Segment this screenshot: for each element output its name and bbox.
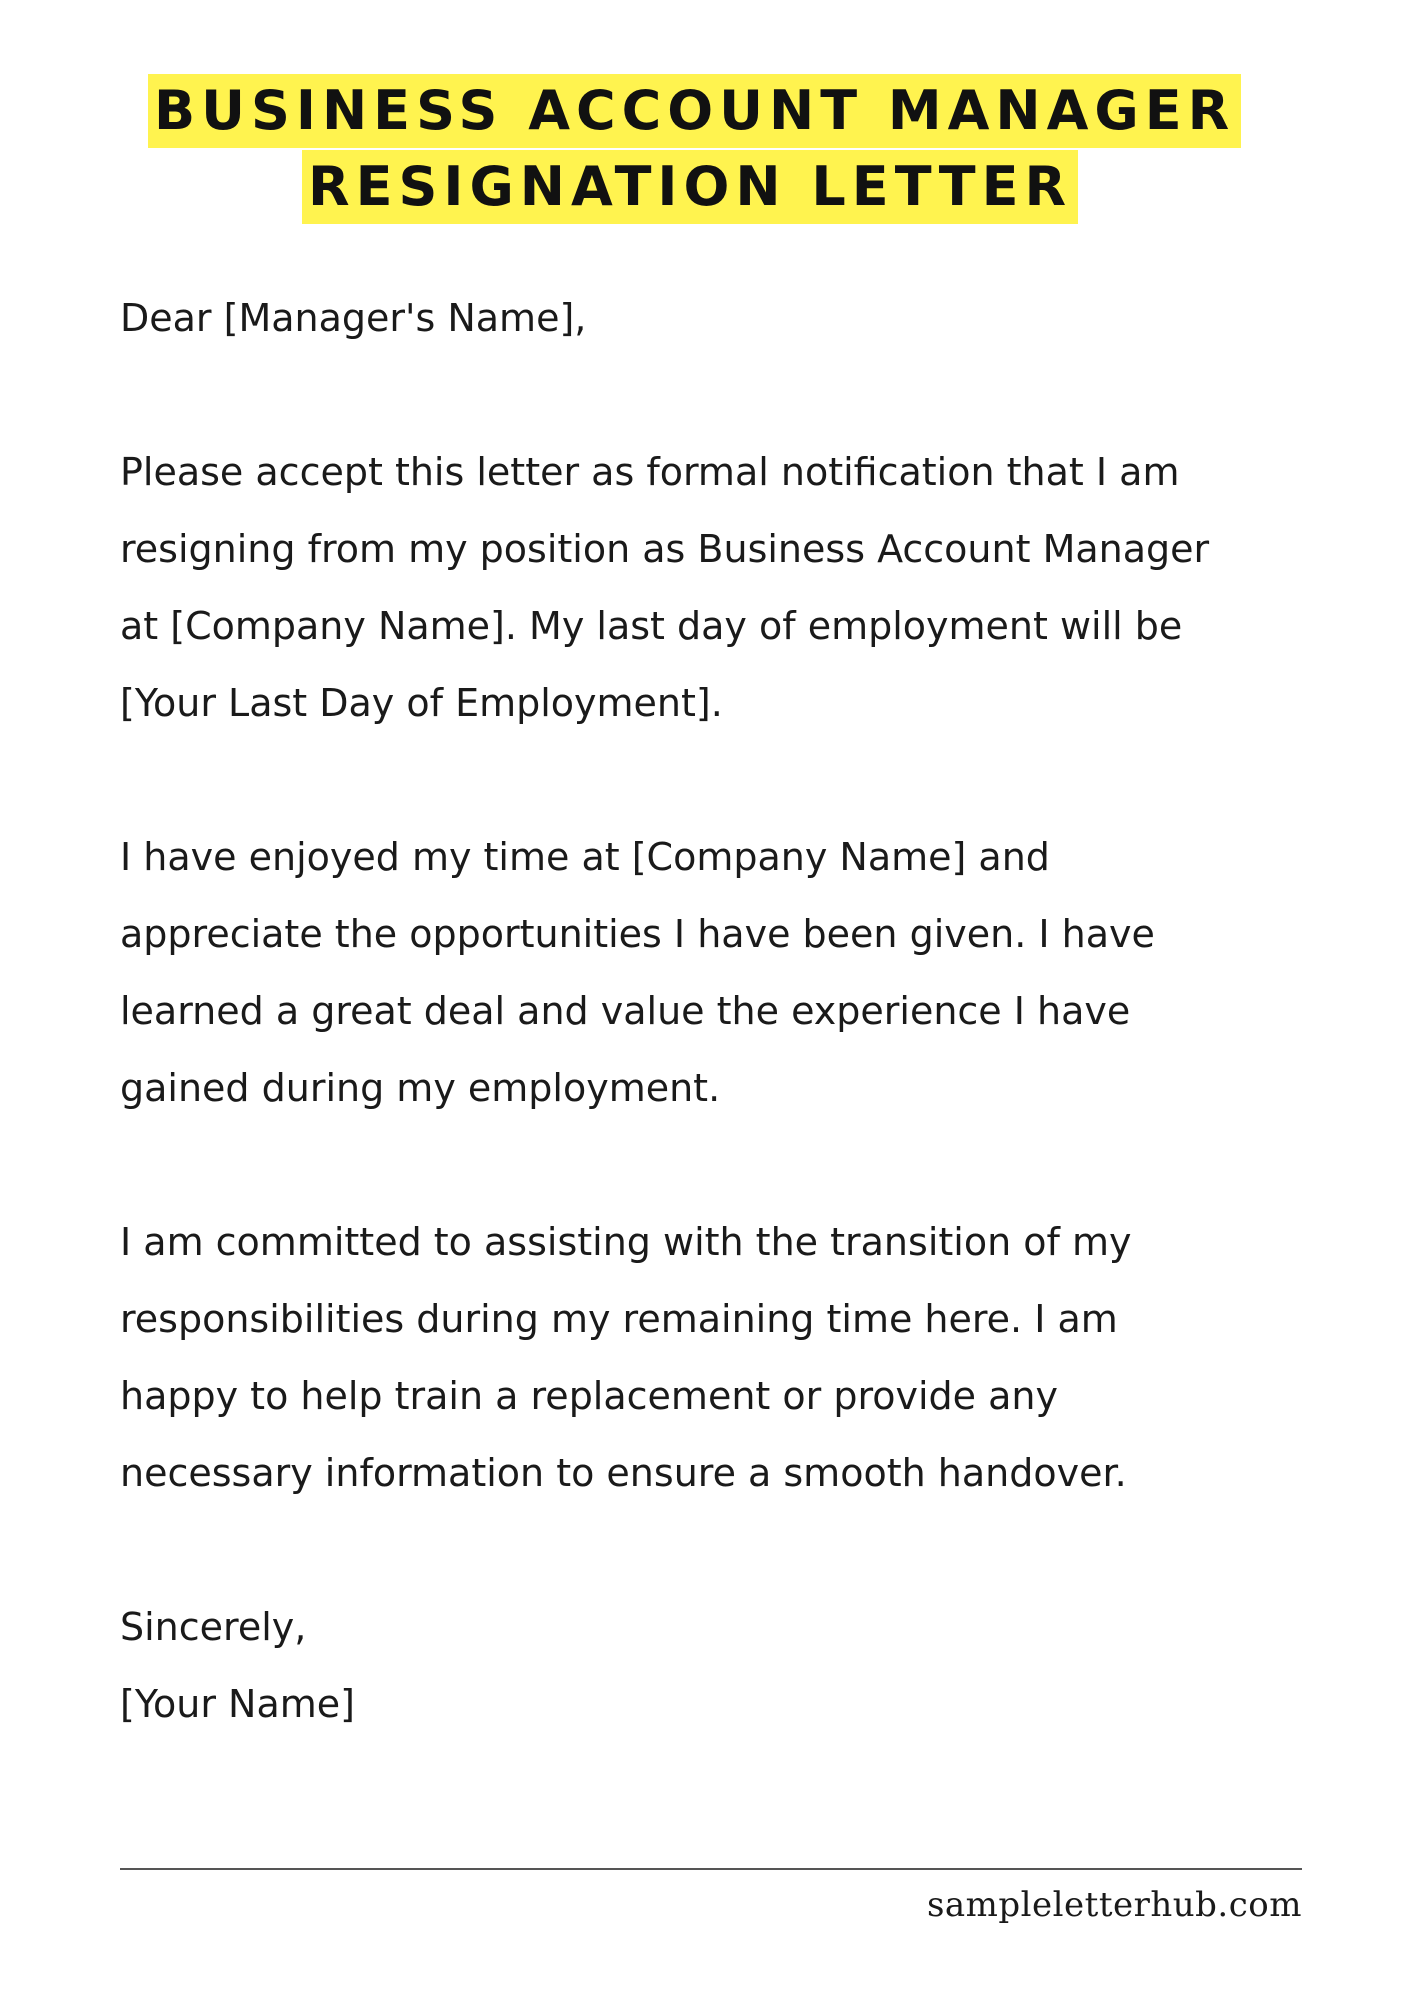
footer-divider <box>120 1868 1302 1870</box>
letter-paragraph-1: Please accept this letter as formal notification that I am resigning from my position as Business Account Manager at [Company Name]. My last day of employment will be [Your Last Day of Employment]. <box>120 450 1210 725</box>
letter-body <box>120 280 1340 1743</box>
letter-paragraph-3: I am committed to assisting with the transition of my responsibilities during my remaining time here. I am happy to help train a replacement or provide any necessary information to ensure a smooth handover. <box>120 1220 1132 1495</box>
footer-site-link[interactable]: sampleletterhub.com <box>926 1885 1302 1925</box>
title-line-1: BUSINESS ACCOUNT MANAGER <box>148 74 1241 148</box>
letter-greeting: Dear [Manager's Name], <box>120 296 587 340</box>
letter-paragraph-2: I have enjoyed my time at [Company Name] and appreciate the opportunities I have been given. I have learned a great deal and value the experience I have gained during my employment. <box>120 835 1155 1110</box>
letter-closing: Sincerely, [Your Name] <box>120 1605 355 1726</box>
title-line-2: RESIGNATION LETTER <box>302 150 1078 224</box>
